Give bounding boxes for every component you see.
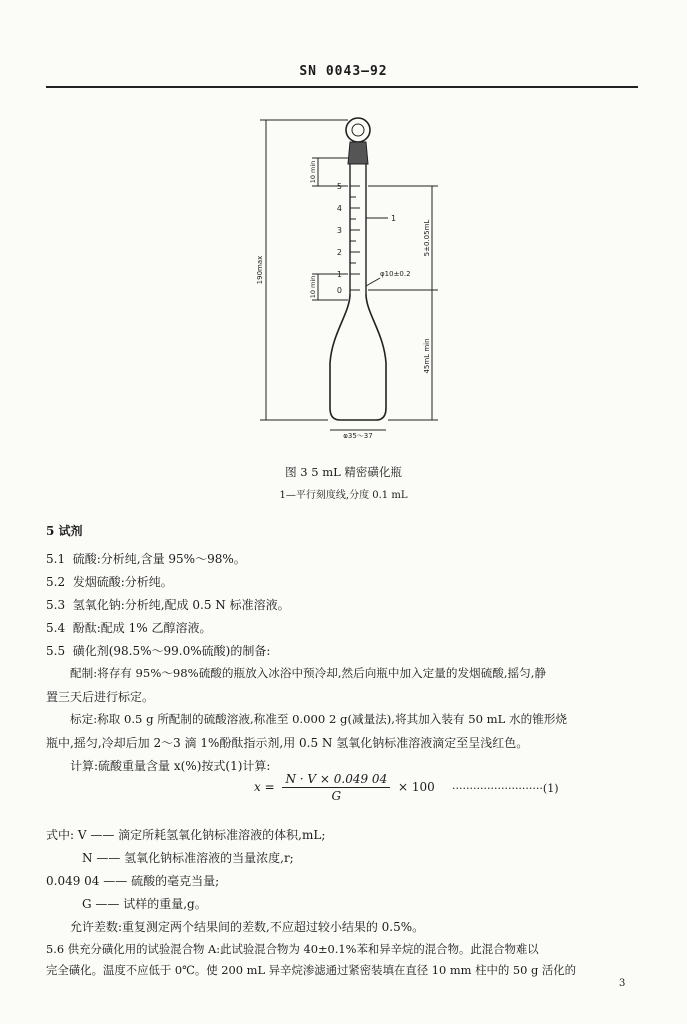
paragraph-calibration: 标定:称取 0.5 g 所配制的硫酸溶液,称准至 0.000 2 g(减量法),将其加入装有 50 mL 水的锥形烧: [70, 712, 568, 726]
scale-label: 0: [336, 286, 342, 295]
item-5-6: 5.6 供充分磺化用的试验混合物 A:此试验混合物为 40±0.1%苯和异辛烷的混合物。此混合物难以: [46, 942, 539, 956]
paragraph-preparation: 配制:将存有 95%～98%硫酸的瓶放入冰浴中预冷却,然后向瓶中加入定量的发烟硫酸,摇匀,静: [70, 666, 546, 680]
volume-label: 5±0.05mL: [423, 219, 431, 257]
base-diameter-label: φ35～37: [343, 432, 373, 438]
header-rule: [46, 86, 638, 88]
figure-subcaption: 1—平行刻度线,分度 0.1 mL: [279, 490, 408, 501]
neck-length-label-bottom: 10 min: [309, 275, 317, 299]
equation-1: x = $\frac{N \cdot V \times 0.049 04}{G}$ × 100: [254, 772, 435, 803]
equation-numerator: N · V × 0.049 04: [282, 772, 390, 788]
body-volume-label: 45mL min: [423, 338, 431, 374]
stopper-plug: [348, 142, 368, 164]
scale-label: 1: [336, 270, 342, 279]
equation-number: ··························(1): [452, 782, 559, 795]
document-header: SN 0043—92: [299, 64, 388, 79]
figure-caption: 图 3 5 mL 精密磺化瓶: [285, 465, 402, 479]
scale-label: 3: [336, 226, 342, 235]
where-line-g: G —— 试样的重量,g。: [82, 897, 207, 911]
paragraph-calculation: 计算:硫酸重量含量 x(%)按式(1)计算:: [70, 759, 271, 773]
item-5-6-cont: 完全磺化。温度不应低于 0℃。使 200 mL 异辛烷渗滤通过紧密装填在直径 10 mm 柱中的 50 g 活化的: [46, 963, 577, 977]
list-item: 5.5 磺化剂(98.5%～99.0%硫酸)的制备:: [46, 644, 271, 658]
stopper-knob: [346, 118, 370, 142]
where-line-v: 式中: V —— 滴定所耗氢氧化钠标准溶液的体积,mL;: [46, 828, 326, 842]
scale-label: 2: [336, 248, 342, 257]
where-line-n: N —— 氢氧化钠标准溶液的当量浓度,r;: [82, 851, 294, 865]
neck-diameter-label: φ10±0.2: [380, 270, 411, 278]
list-item: 5.4 酚酞:配成 1% 乙醇溶液。: [46, 621, 212, 635]
section-title: 5 试剂: [46, 524, 83, 538]
total-height-label: 190max: [256, 255, 264, 285]
scale-label: 4: [336, 204, 342, 213]
callout-label: 1: [391, 214, 397, 223]
neck-length-label-top: 10 min: [309, 160, 317, 184]
scale-label: 5: [336, 182, 342, 191]
page-number: 3: [619, 978, 626, 989]
list-item: 5.1 硫酸:分析纯,含量 95%～98%。: [46, 552, 246, 566]
tolerance-text: 允许差数:重复测定两个结果间的差数,不应超过较小结果的 0.5%。: [70, 920, 425, 934]
equation-denominator: G: [331, 789, 342, 803]
where-line-mequiv: 0.049 04 —— 硫酸的毫克当量;: [46, 874, 220, 888]
paragraph-preparation-cont: 置三天后进行标定。: [46, 690, 155, 704]
list-item: 5.2 发烟硫酸:分析纯。: [46, 575, 173, 589]
sulfonation-flask-figure: [240, 108, 480, 438]
graduation-ticks: [350, 186, 360, 290]
paragraph-calibration-cont: 瓶中,摇匀,冷却后加 2～3 滴 1%酚酞指示剂,用 0.5 N 氢氧化钠标准溶液滴定至呈浅红色。: [46, 736, 529, 750]
list-item: 5.3 氢氧化钠:分析纯,配成 0.5 N 标准溶液。: [46, 598, 290, 612]
flask-body: [330, 294, 386, 420]
